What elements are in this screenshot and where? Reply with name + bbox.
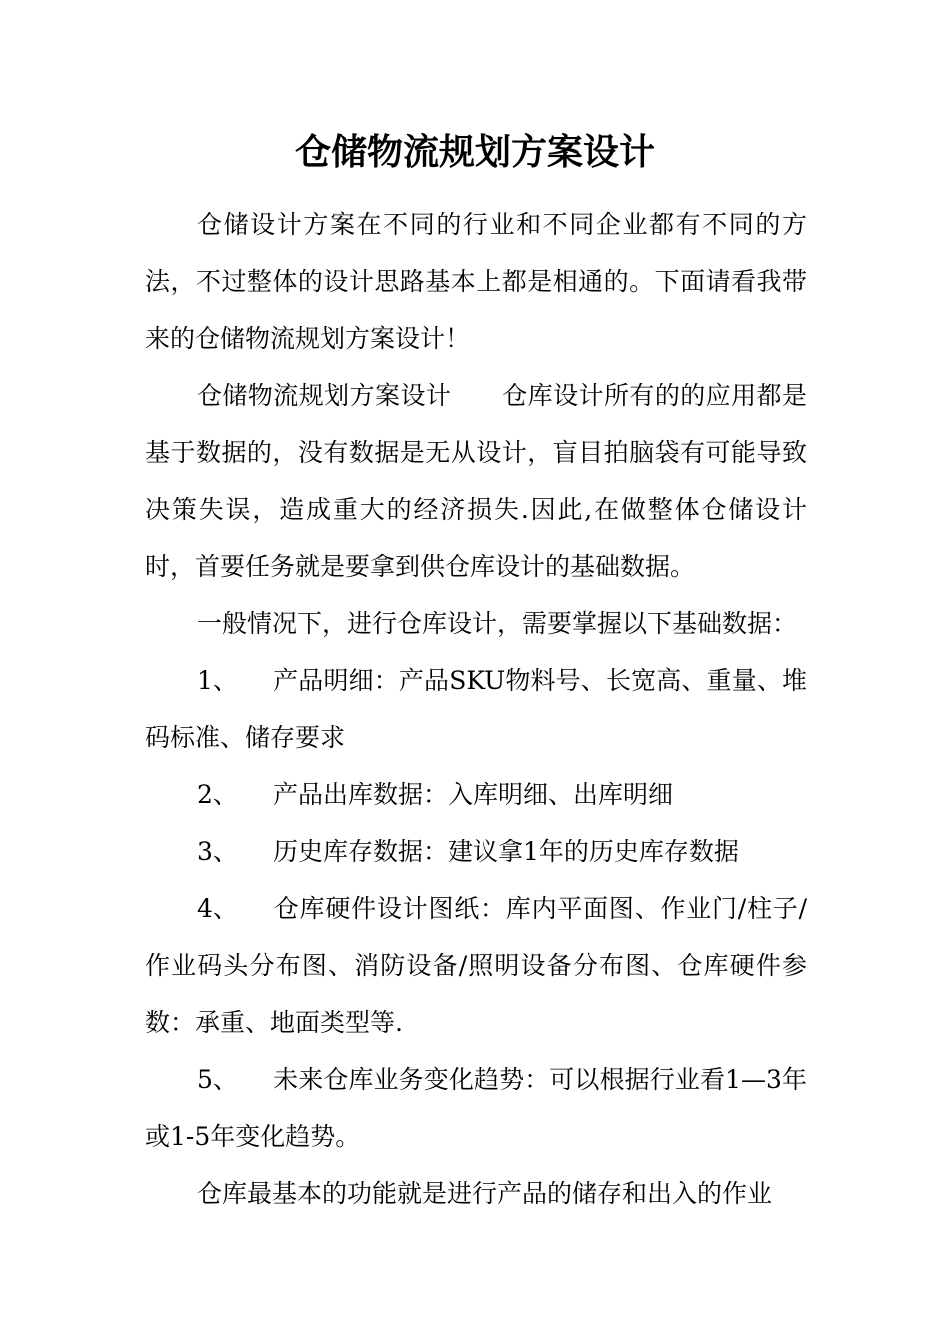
data-basis-paragraph: 仓储物流规划方案设计 仓库设计所有的的应用都是基于数据的，没有数据是无从设计，盲目拍脑袋有可能导致决策失误，造成重大的经济损失.因此,在做整体仓储设计时，首要任务就是要拿到供仓库设计的基础数据。 bbox=[145, 381, 807, 581]
list-item-number: 4、 bbox=[197, 894, 238, 923]
intro-paragraph: 仓储设计方案在不同的行业和不同企业都有不同的方法，不过整体的设计思路基本上都是相通的。下面请看我带来的仓储物流规划方案设计！ bbox=[145, 210, 807, 353]
list-item bbox=[145, 823, 807, 880]
closing-paragraph: 仓库最基本的功能就是进行产品的储存和出入的作业 bbox=[197, 1179, 773, 1208]
list-item-number: 1、 bbox=[197, 666, 238, 695]
list-item-text: 仓库硬件设计图纸：库内平面图、作业门/柱子/作业码头分布图、消防设备/照明设备分布图、仓库硬件参数：承重、地面类型等. bbox=[145, 894, 807, 1037]
list-item-text: 未来仓库业务变化趋势：可以根据行业看1—3年或1-5年变化趋势。 bbox=[145, 1065, 807, 1151]
list-item bbox=[145, 766, 807, 823]
list-item-number: 2、 bbox=[197, 780, 238, 809]
list-item-text: 产品明细：产品SKU物料号、长宽高、重量、堆码标准、储存要求 bbox=[145, 666, 807, 752]
list-item-number: 3、 bbox=[197, 837, 238, 866]
list-item bbox=[145, 652, 807, 766]
list-item bbox=[145, 880, 807, 1051]
list-item-number: 5、 bbox=[197, 1065, 238, 1094]
requirements-intro-paragraph: 一般情况下，进行仓库设计，需要掌握以下基础数据： bbox=[197, 609, 798, 638]
list-item bbox=[145, 1051, 807, 1165]
document-title: 仓储物流规划方案设计 bbox=[294, 132, 655, 173]
list-item-text: 产品出库数据：入库明细、出库明细 bbox=[273, 780, 674, 809]
list-item-text: 历史库存数据：建议拿1年的历史库存数据 bbox=[273, 837, 739, 866]
document-body bbox=[145, 196, 807, 1222]
